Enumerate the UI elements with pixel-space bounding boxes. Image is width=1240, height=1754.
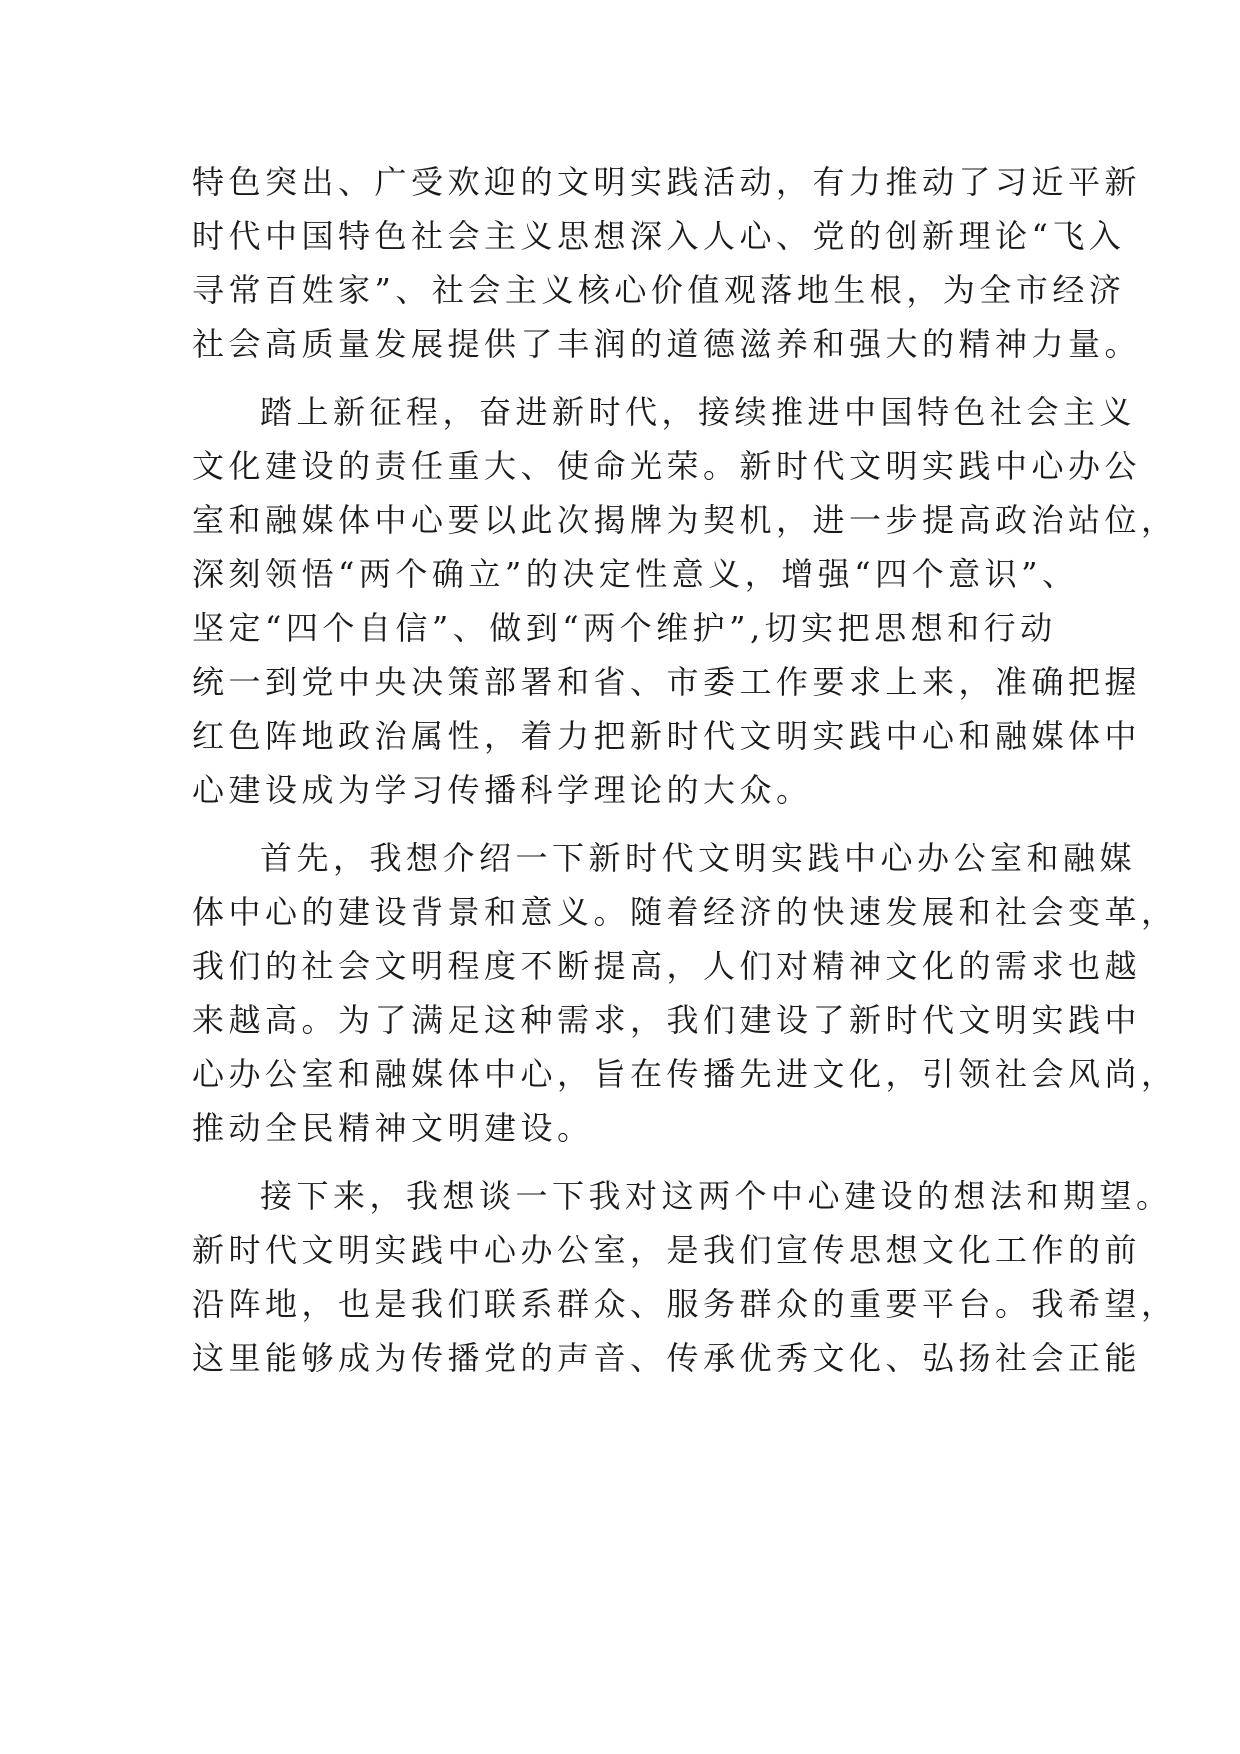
text-line: 特色突出、广受欢迎的文明实践活动，有力推动了习近平新 xyxy=(192,163,1142,201)
text-line: 红色阵地政治属性，着力把新时代文明实践中心和融媒体中 xyxy=(192,717,1142,755)
text-line: 接下来，我想谈一下我对这两个中心建设的想法和期望。 xyxy=(260,1177,1173,1215)
text-line: 心办公室和融媒体中心，旨在传播先进文化，引领社会风尚， xyxy=(192,1055,1178,1093)
text-line: 这里能够成为传播党的声音、传承优秀文化、弘扬社会正能 xyxy=(192,1339,1142,1377)
text-line: 来越高。为了满足这种需求，我们建设了新时代文明实践中 xyxy=(192,1001,1142,1039)
paragraph-2 xyxy=(192,385,1178,817)
text-line: 室和融媒体中心要以此次揭牌为契机，进一步提高政治站位， xyxy=(192,501,1178,539)
text-line: 寻常百姓家”、社会主义核心价值观落地生根，为全市经济 xyxy=(192,271,1126,309)
text-line: 我们的社会文明程度不断提高，人们对精神文化的需求也越 xyxy=(192,947,1142,985)
text-line: 文化建设的责任重大、使命光荣。新时代文明实践中心办公 xyxy=(192,447,1142,485)
text-line: 心建设成为学习传播科学理论的大众。 xyxy=(192,771,813,809)
text-line: 统一到党中央决策部署和省、市委工作要求上来，准确把握 xyxy=(192,663,1142,701)
text-line: 坚定“四个自信”、做到“两个维护”,切实把思想和行动 xyxy=(192,609,1057,647)
text-line: 沿阵地，也是我们联系群众、服务群众的重要平台。我希望， xyxy=(192,1285,1178,1323)
document-body xyxy=(192,155,1178,1385)
paragraph-1 xyxy=(192,155,1142,371)
text-line: 踏上新征程，奋进新时代，接续推进中国特色社会主义 xyxy=(260,393,1137,431)
paragraph-3 xyxy=(192,831,1178,1155)
text-line: 首先，我想介绍一下新时代文明实践中心办公室和融媒 xyxy=(260,839,1137,877)
paragraph-4 xyxy=(192,1169,1178,1385)
text-line: 社会高质量发展提供了丰润的道德滋养和强大的精神力量。 xyxy=(192,325,1142,363)
text-line: 体中心的建设背景和意义。随着经济的快速发展和社会变革， xyxy=(192,893,1178,931)
text-line: 深刻领悟“两个确立”的决定性意义，增强“四个意识”、 xyxy=(192,555,1079,593)
text-line: 时代中国特色社会主义思想深入人心、党的创新理论“飞入 xyxy=(192,217,1126,255)
text-line: 新时代文明实践中心办公室，是我们宣传思想文化工作的前 xyxy=(192,1231,1142,1269)
text-line: 推动全民精神文明建设。 xyxy=(192,1109,594,1147)
